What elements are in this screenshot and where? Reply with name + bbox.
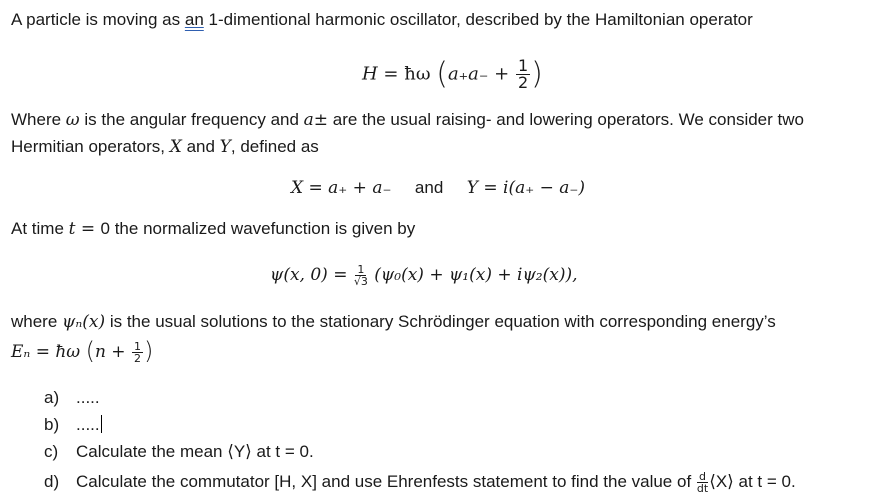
time-derivative: $\frac{d}{dt}$ [696, 470, 709, 496]
list-item-b: b) ..... [44, 415, 100, 434]
energy-equation: Eₙ = ħω (n + $\frac{1}{2}$ ) [11, 337, 154, 365]
y-definition: Y = i(a₊ − a₋) [466, 178, 585, 198]
intro-paragraph [11, 9, 753, 31]
hamiltonian-symbol: H [362, 63, 378, 85]
xy-definitions [291, 177, 585, 199]
half-fraction: $\frac{1}{2}$ [517, 56, 529, 92]
stationary-solutions-line: where ψₙ(x) is the usual solutions to the stationary Schrödinger equation with corresponding energy’s [11, 312, 776, 332]
underlined-word: an [184, 10, 204, 29]
omega-symbol: ω [65, 110, 80, 130]
list-item-a: a) ..... [44, 388, 100, 407]
hamiltonian-equation: H = ħω (a₊a₋ + $\frac{1}{2}$ ) [362, 56, 543, 92]
text-cursor [101, 415, 102, 433]
list-item-c: c) Calculate the mean ⟨Y⟩ at t = 0. [44, 442, 314, 461]
energy-lhs: Eₙ = ħω [11, 342, 81, 362]
ladder-operators: a± [303, 110, 329, 130]
psi-rhs: (ψ₀(x) + ψ₁(x) + iψ₂(x)), [374, 265, 578, 285]
energy-half: $\frac{1}{2}$ [133, 340, 141, 365]
normalization-fraction: $\frac{1}{√3}$ [353, 263, 368, 288]
psi-lhs: ψ(x, 0) = [270, 265, 348, 285]
hamiltonian-operators: a₊a₋ + [447, 63, 510, 85]
wavefunction-equation [270, 264, 578, 287]
hermitian-operators-line: Hermitian operators, X and Y, defined as [11, 137, 319, 157]
where-omega-line: Where ω is the angular frequency and a± are the usual raising- and lowering operators. We consider two [11, 110, 804, 130]
intro-text-a: A particle is moving as [11, 10, 185, 29]
hamiltonian-prefactor: = ħω [377, 63, 431, 85]
list-item-d: d) Calculate the commutator [H, X] and use Ehrenfests statement to find the value of $\frac{d}{dt}$ ⟨X⟩ at t = 0. [44, 470, 796, 496]
psi-n: ψₙ(x) [62, 312, 106, 332]
and-word: and [414, 178, 444, 197]
x-definition: X = a₊ + a₋ [291, 178, 392, 198]
x-operator: X [169, 137, 182, 157]
intro-text-b: 1-dimentional harmonic oscillator, described by the Hamiltonian operator [203, 10, 753, 29]
y-operator: Y [219, 137, 231, 157]
time-zero-line: At time t = 0 the normalized wavefunction is given by [11, 219, 416, 239]
